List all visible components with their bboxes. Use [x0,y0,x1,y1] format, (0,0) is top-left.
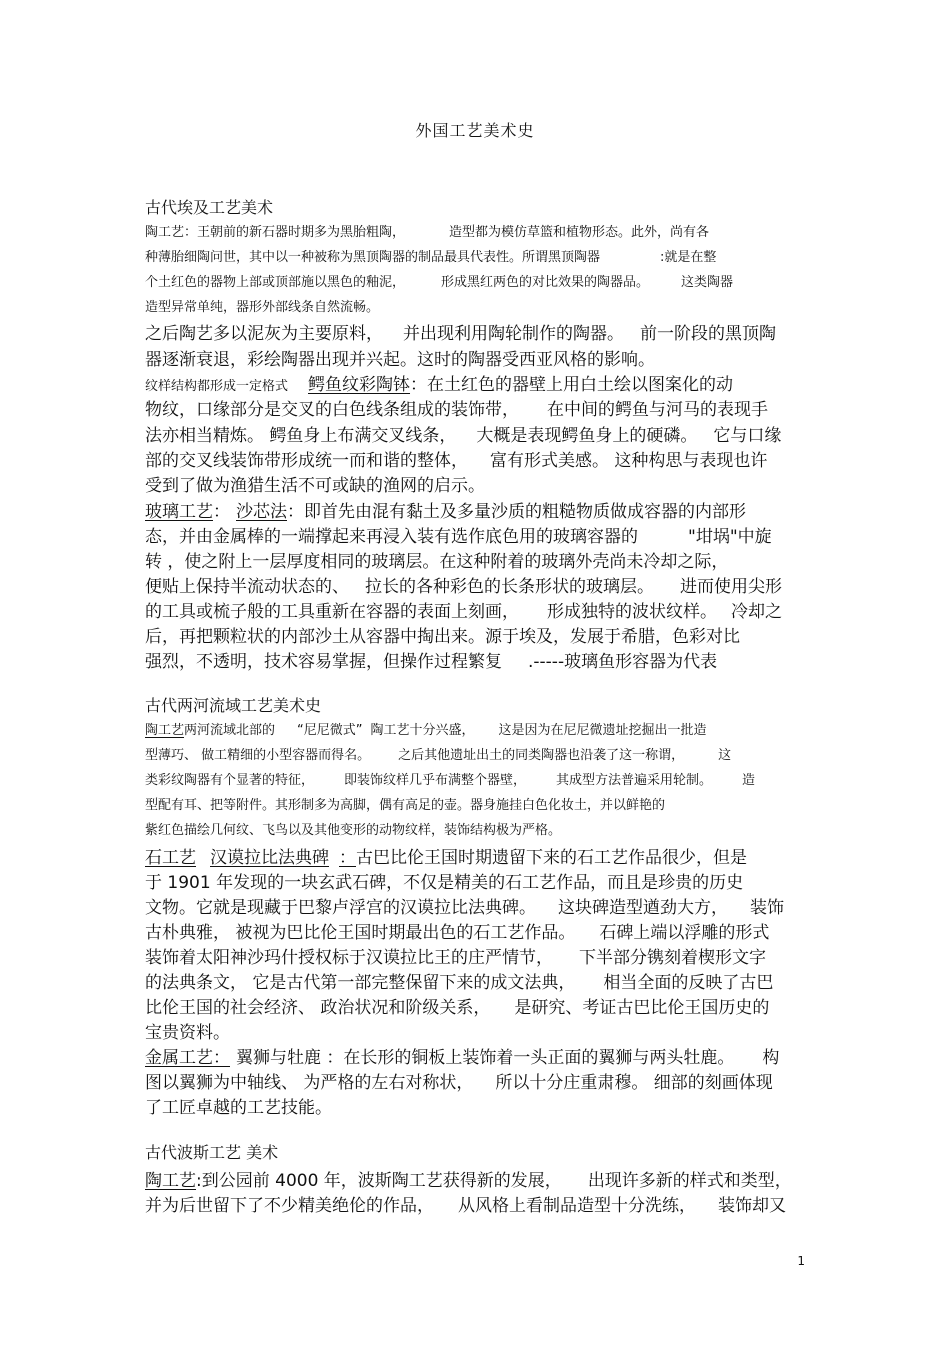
text-run: 类彩纹陶器有个显著的特征， [145,773,315,788]
paragraph-line [145,319,776,344]
paragraph-line [145,395,768,420]
text-run: ：在土红色的器壁上用白土绘以图案化的动 [410,375,734,395]
paragraph-line [145,794,665,813]
text-run: 并出现利用陶轮制作的陶器。 [403,324,624,344]
text-run: 前一阶段的黑顶陶 [640,324,776,344]
text-run: 在中间的鳄鱼与河马的表现手 [547,400,768,420]
text-run: 受到了做为渔猎生活不可或缺的渔网的启示。 [145,476,485,496]
page-number: 1 [797,1254,805,1268]
paragraph-line [145,1068,773,1093]
text-run: 两河流域北部的 [184,723,276,738]
text-run: 陶工艺十分兴盛， [370,723,475,738]
text-run: 了工匠卓越的工艺技能。 [145,1098,332,1118]
text-run: 这类陶器 [681,275,734,290]
paragraph-line [145,296,379,315]
text-run: ： [339,848,356,868]
text-run: 构 [762,1048,780,1068]
paragraph-line [145,1043,779,1068]
text-run: 这是因为在尼尼微遗址挖掘出一批造 [498,723,707,738]
paragraph-line [145,843,747,868]
term-crocodile-bowl: 鳄鱼纹彩陶钵 [308,375,411,395]
text-run: 这 [718,748,732,763]
text-run: 纹样结构都形成一定格式 [145,379,289,394]
section-label-glass: 玻璃工艺 [145,502,213,522]
text-run: :就是在整 [660,250,717,265]
text-run: 转 ，使之附上一层厚度相同的玻璃层。在这种附着的玻璃外壳尚未冷却之际， [145,552,729,572]
section-heading-mesopotamia: 古代两河流域工艺美术史 [145,696,322,715]
text-run: 石碑上端以浮雕的形式 [599,923,770,943]
text-run: 装饰着太阳神沙玛什授权标于汉谟拉比王的庄严情节， [145,948,553,968]
paragraph-line [145,647,717,672]
text-run: 比伦王国的社会经济、 政治状况和阶级关系， [145,998,491,1018]
document-title: 外国工艺美术史 [415,121,535,140]
text-run: 器逐渐衰退，彩绘陶器出现并兴起。这时的陶器受西亚风格的影响。 [145,350,655,370]
paragraph-line [145,819,561,838]
paragraph-line [145,1018,230,1043]
text-run: 是研究、考证古巴比伦王国历史的 [514,998,770,1018]
text-run: 大概是表现鳄鱼身上的硬磷。 [476,426,698,446]
text-run: 于 1901 年发现的一块玄武石碑，不仅是精美的石工艺作品，而且是珍贵的历史 [145,873,744,893]
section-label-metal: 金属工艺： [145,1048,230,1068]
section-label-pottery: 陶工艺 [145,723,185,738]
text-run: 它与口缘 [713,426,782,446]
text-run: ： [213,502,230,522]
paragraph-line [145,421,781,446]
paragraph-line [145,744,731,763]
paragraph-line [145,572,782,597]
paragraph-line [145,1166,792,1191]
text-run: 相当全面的反映了古巴 [603,973,774,993]
term-sand-core: 沙芯法 [236,502,287,522]
text-run: 型薄巧、 做工精细的小型容器而得名。 [145,748,371,763]
text-run: 装饰却又 [718,1196,786,1216]
text-run: 进而使用尖形 [680,577,782,597]
paragraph-line [145,271,733,290]
paragraph-line [145,993,769,1018]
text-run: 种薄胎细陶问世，其中以一种被称为黑顶陶器的制品最具代表性。所谓黑顶陶器 [145,250,601,265]
text-run: 装饰 [750,898,784,918]
text-run: 陶工艺：王朝前的新石器时期多为黑胎粗陶， [145,225,406,240]
paragraph-line [145,246,716,265]
text-run: 个土红色的器物上部或顶部施以黑色的釉泥， [145,275,406,290]
paragraph-line [145,221,709,240]
paragraph-line [145,345,655,370]
paragraph-line [145,769,755,788]
text-run: 后，再把颗粒状的内部沙土从容器中掏出来。源于埃及，发展于希腊，色彩对比 [145,627,740,647]
text-run: 物纹，口缘部分是交叉的白色线条组成的装饰带， [145,400,519,420]
text-run: 法亦相当精炼。 鳄鱼身上布满交叉线条， [145,426,457,446]
paragraph-line [145,1191,786,1216]
text-run: 古巴比伦王国时期遗留下来的石工艺作品很少，但是 [356,848,747,868]
paragraph-line [145,918,769,943]
text-run: 造 [742,773,756,788]
text-run: 宝贵资料。 [145,1023,230,1043]
paragraph-line [145,893,784,918]
paragraph-line [145,597,782,622]
text-run: 冷却之 [731,602,782,622]
section-heading-egypt: 古代埃及工艺美术 [145,198,274,217]
text-run: 图以翼狮为中轴线、 为严格的左右对称状， [145,1073,474,1093]
text-run: 下半部分镌刻着楔形文字 [579,948,766,968]
text-run: 古朴典雅， 被视为巴比伦王国时期最出色的石工艺作品。 [145,923,576,943]
paragraph-line [145,943,766,968]
text-run: 态，并由金属棒的一端撑起来再浸入装有选作底色用的玻璃容器的 [145,527,638,547]
text-run: 型配有耳、把等附件。其形制多为高脚，偶有高足的壶。器身施挂白色化妆土，并以鲜艳的 [145,798,666,813]
paragraph-line [145,1093,332,1118]
paragraph-line [145,497,746,522]
text-run: 便贴上保持半流动状态的、 [145,577,349,597]
text-run: 紫红色描绘几何纹、飞鸟以及其他变形的动物纹样，装饰结构极为严格。 [145,823,562,838]
paragraph-line [145,547,728,572]
paragraph-line [145,719,707,738]
text-run: 即装饰纹样几乎布满整个器壁， [344,773,527,788]
text-run: 其成型方法普遍采用轮制。 [556,773,713,788]
text-run: 之后陶艺多以泥灰为主要原料， [145,324,383,344]
text-run: 从风格上看制品造型十分洗练， [458,1196,696,1216]
paragraph-line [145,868,743,893]
text-run: 翼狮与牡鹿 ：在长形的铜板上装饰着一头正面的翼狮与两头牡鹿。 [236,1048,735,1068]
text-run: 这块碑造型遒劲大方， [558,898,728,918]
text-run: 文物。它就是现藏于巴黎卢浮宫的汉谟拉比法典碑。 [145,898,536,918]
section-heading-persia: 古代波斯工艺 美术 [145,1143,279,1162]
text-run: “尼尼微式” [297,723,363,738]
text-run: 所以十分庄重肃穆。 细部的刻画体现 [495,1073,773,1093]
text-run: "坩埚"中旋 [688,527,772,547]
section-label-stone: 石工艺 [145,848,196,868]
text-run: 的法典条文， 它是古代第一部完整保留下来的成文法典， [145,973,576,993]
term-hammurabi-code: 汉谟拉比法典碑 [210,848,329,868]
text-run: 拉长的各种彩色的长条形状的玻璃层。 [365,577,654,597]
text-run: 出现许多新的样式和类型， [587,1171,792,1191]
text-run: 造型异常单纯，器形外部线条自然流畅。 [145,300,380,315]
text-run: 强烈，不透明，技术容易掌握，但操作过程繁复 [145,652,502,672]
text-run: 之后其他遗址出土的同类陶器也沿袭了这一称谓， [398,748,685,763]
paragraph-line [145,446,767,471]
text-run: ：即首先由混有黏土及多量沙质的粗糙物质做成容器的内部形 [287,502,746,522]
section-label-pottery: 陶工艺 [145,1171,196,1191]
paragraph-line [145,471,485,496]
text-run: .-----玻璃鱼形容器为代表 [528,652,718,672]
text-run: 部的交叉线装饰带形成统一而和谐的整体， [145,451,468,471]
text-run: 造型都为模仿草篮和植物形态。此外，尚有各 [449,225,710,240]
text-run: 并为后世留下了不少精美绝伦的作品， [145,1196,434,1216]
paragraph-line [145,370,733,395]
paragraph-line [145,622,740,647]
text-run: 形成独特的波状纹样。 [547,602,717,622]
text-run: 富有形式美感。 这种构思与表现也许 [490,451,768,471]
text-run: 形成黑红两色的对比效果的陶器品。 [441,275,650,290]
paragraph-line [145,522,772,547]
text-run: :到公园前 4000 年，波斯陶工艺获得新的发展， [196,1171,562,1191]
paragraph-line [145,968,773,993]
text-run: 的工具或梳子般的工具重新在容器的表面上刻画， [145,602,519,622]
